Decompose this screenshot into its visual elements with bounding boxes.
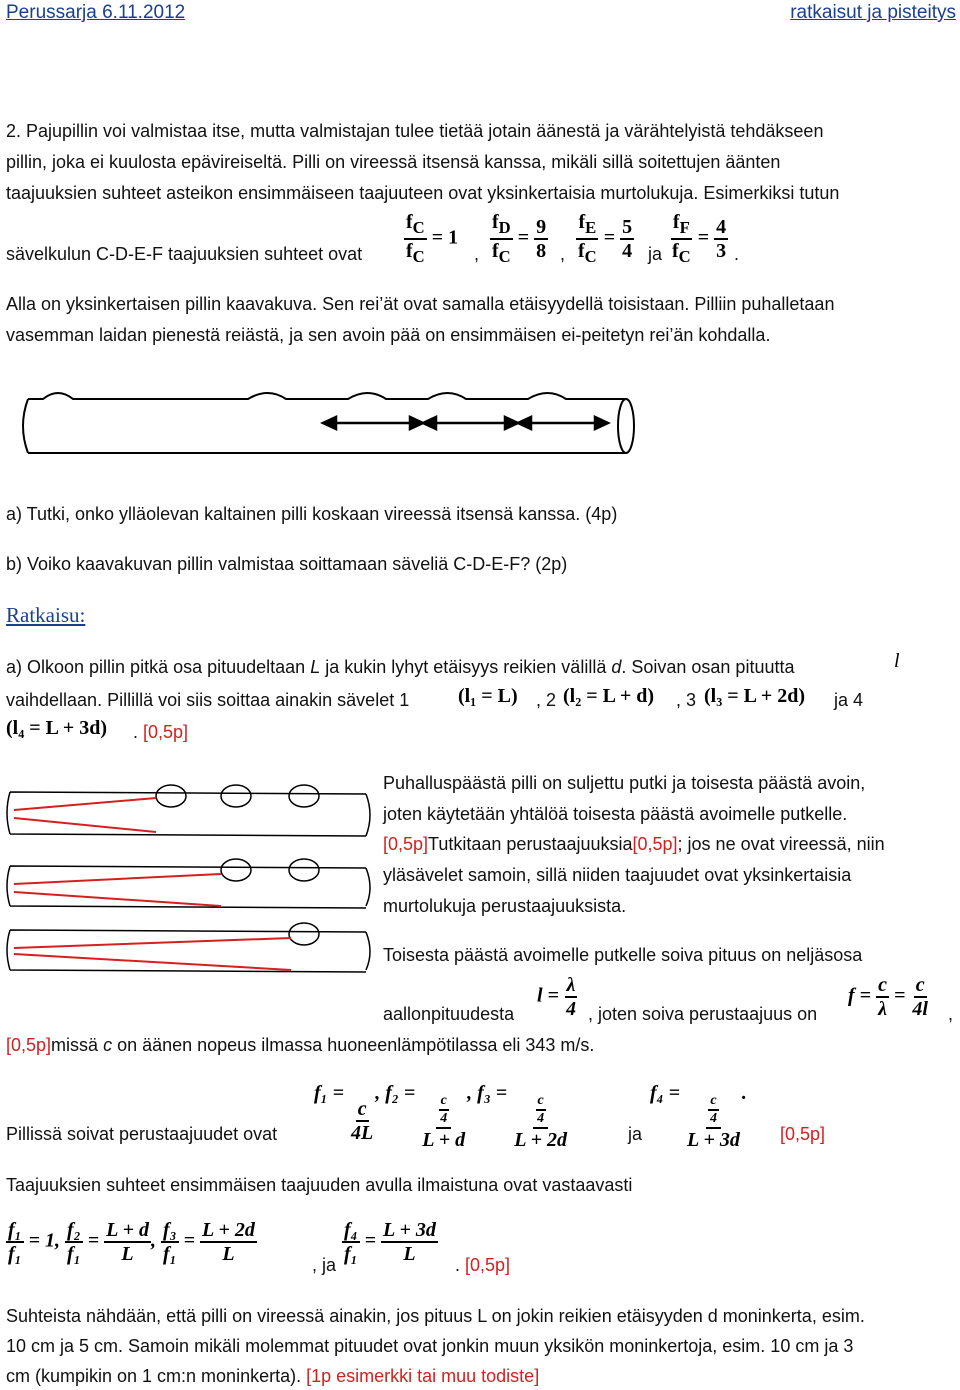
pipe-diagram <box>18 385 643 465</box>
tone-1-formula: (l₁ = L) <box>458 685 518 707</box>
reason-line-1: Puhalluspäästä pilli on suljettu putki ja toisesta päästä avoin, <box>383 773 866 793</box>
period-1: . <box>734 244 740 264</box>
tone-4-formula: (l₄ = L + 3d) <box>6 717 108 739</box>
tone-2-label: , 2 <box>536 690 557 710</box>
fundamental-4-formula: f₄ = $\frac{\frac{c}{4}}{L + 3d}$ . <box>650 1082 747 1152</box>
ratio-4-formula: $\frac{\text{f₄}}{\text{f₁}}$ = $\frac{L + 3d}{L}$ <box>344 1219 436 1265</box>
conclusion-line-1: Suhteista nähdään, että pilli on vireessä ainakin, jos pituus L on jokin reikien etäisyyden d moninkerta, esim. <box>6 1306 865 1326</box>
problem-line-1: 2. Pajupillin voi valmistaa itse, mutta valmistajan tulee tietää jotain äänestä ja värähtelyistä tehdäkseen <box>6 121 824 141</box>
reason-line-4: yläsävelet samoin, sillä niiden taajuudet ovat yksinkertaisia <box>383 865 852 885</box>
problem-line-6: vasemman laidan pienestä reiästä, ja sen avoin pää on ensimmäisen ei-peitetyn rei’än kohdalla. <box>6 325 771 345</box>
ratio-c-formula: $\frac{f_C}{f_C}$ = 1 <box>406 211 459 266</box>
question-a: a) Tutki, onko ylläolevan kaltainen pilli koskaan vireessä itsensä kanssa. (4p) <box>6 504 618 524</box>
tone-3-formula: (l₃ = L + 2d) <box>704 685 806 707</box>
question-b: b) Voiko kaavakuvan pillin valmistaa soittamaan säveliä C-D-E-F? (2p) <box>6 554 568 574</box>
reason-line-8: [0,5p]missä c on äänen nopeus ilmassa huoneenlämpötilassa eli 343 m/s. <box>6 1035 595 1055</box>
reason-line-2: joten käytetään yhtälöä toisesta päästä avoimelle putkelle. <box>383 804 848 824</box>
problem-line-2: pillin, joka ei kuulosta epävireiseltä. Pilli on vireessä itsensä kanssa, mikäli sillä soitettujen äänten <box>6 152 781 172</box>
reason-line-7b: , joten soiva perustaajuus on <box>588 1004 818 1024</box>
points-fundamentals: [0,5p] <box>780 1124 826 1144</box>
conclusion-line-2: 10 cm ja 5 cm. Samoin mikäli molemmat pituudet ovat jonkin muun yksikön moninkertoja, esim. 10 cm ja 3 <box>6 1336 854 1356</box>
header-title: Perussarja 6.11.2012 <box>6 2 186 23</box>
points-a1: . [0,5p] <box>133 722 189 742</box>
frequency-formula: f = $\frac{c}{\lambda}$ = $\frac{c}{4l}$ <box>848 974 928 1020</box>
problem-line-5: Alla on yksinkertaisen pillin kaavakuva. Sen rei’ät ovat samalla etäisyydellä toisistaan. Pilliin puhalletaan <box>6 294 835 314</box>
comma-1: , <box>474 244 480 264</box>
comma-freq: , <box>948 1004 954 1024</box>
header-subtitle: ratkaisut ja pisteitys <box>790 2 956 23</box>
reason-line-3: [0,5p]Tutkitaan perustaajuuksia[0,5p]; jos ne ovat vireessä, niin <box>383 834 885 854</box>
tone-4-label: ja 4 <box>834 690 864 710</box>
tone-3-label: , 3 <box>676 690 697 710</box>
points-ratios: . [0,5p] <box>455 1255 511 1275</box>
ratio-d-formula: $\frac{f_D}{f_C}$ = $\frac{9}{8}$ <box>492 211 547 266</box>
ratio-e-formula: $\frac{f_E}{f_C}$ = $\frac{5}{4}$ <box>578 211 633 266</box>
problem-line-4: sävelkulun C-D-E-F taajuuksien suhteet ovat <box>6 244 363 264</box>
comma-2: , <box>560 244 566 264</box>
ratios-formula: $\frac{\text{f₁}}{\text{f₁}}$ = 1, $\frac{\text{f₂}}{\text{f₁}}$ = $\frac{L + d}{L}$ , $\frac{\text{f₃}}{\text{f₁}}$ = $\frac{L + 2d}{L}$ <box>8 1219 255 1265</box>
ja-1: ja <box>648 244 663 264</box>
pipe-sketches <box>6 782 376 982</box>
fundamentals-formula: f₁ = $\frac{c}{4L}$ , f₂ = $\frac{\frac{c}{4}}{L + d}$ , f₃ = $\frac{\frac{c}{4}}{L + 2d}$ <box>314 1082 568 1152</box>
wavelength-formula: l = $\frac{\lambda}{4}$ <box>537 974 576 1020</box>
ratios-label: Taajuuksien suhteet ensimmäisen taajuuden avulla ilmaistuna ovat vastaavasti <box>6 1175 633 1195</box>
fundamentals-label: Pillissä soivat perustaajuudet ovat <box>6 1124 278 1144</box>
reason-line-6: Toisesta päästä avoimelle putkelle soiva pituus on neljäsosa <box>383 945 863 965</box>
tone-2-formula: (l₂ = L + d) <box>563 685 655 707</box>
solution-a-line-1: a) Olkoon pillin pitkä osa pituudeltaan L ja kukin lyhyt etäisyys reikien välillä d. Soivan osan pituutta <box>6 657 795 677</box>
reason-line-5: murtolukuja perustaajuuksista. <box>383 896 627 916</box>
reason-line-7a: aallonpituudesta <box>383 1004 515 1024</box>
ratio-f-formula: $\frac{f_F}{f_C}$ = $\frac{4}{3}$ <box>672 211 727 266</box>
ja-2: ja <box>628 1124 643 1144</box>
solution-heading: Ratkaisu: <box>6 603 86 627</box>
l-symbol: l <box>894 650 900 672</box>
solution-a-line-2: vaihdellaan. Pillillä voi siis soittaa ainakin sävelet 1 <box>6 690 410 710</box>
conclusion-line-3: cm (kumpikin on 1 cm:n moninkerta). [1p esimerkki tai muu todiste] <box>6 1366 540 1386</box>
problem-line-3: taajuuksien suhteet asteikon ensimmäiseen taajuuteen ovat yksinkertaisia murtolukuja. Esimerkiksi tutun <box>6 183 840 203</box>
ja-3: , ja <box>312 1255 337 1275</box>
